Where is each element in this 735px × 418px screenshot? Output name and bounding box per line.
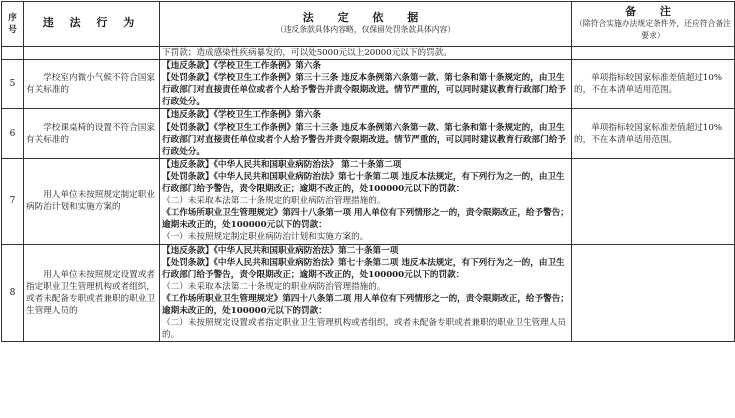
continuation-text: 下罚款；造成感染性疾病暴发的，可以处5000元以上20000元以下的罚款。 <box>160 47 572 60</box>
law-line: （二）未采取本法第二十条规定的职业病防治管理措施的。 <box>162 281 386 292</box>
header-remark-label: 备 注 <box>625 4 681 18</box>
violation-text: 用人单位未按照规定制定职业病防治计划和实施方案的 <box>24 158 160 244</box>
law-line: 【处罚条款】《中华人民共和国职业病防治法》第七十条第二项 违反本法规定，有下列行为之一的，由卫生行政部门给予警告，责令限期改正；逾期不改正的，处100000元以下的罚款： <box>162 171 565 195</box>
remark-text <box>572 244 735 342</box>
remark-text: 单项指标较国家标准差值超过10%的，不在本清单适用范围。 <box>572 60 735 109</box>
header-legal-basis-label: 法 定 依 据 <box>302 10 429 24</box>
law-line: （二）未采取本法第二十条规定的职业病防治管理措施的。 <box>162 196 386 207</box>
violation-text: 学校课桌椅的设置不符合国家有关标准的 <box>24 109 160 158</box>
law-line: 【处罚条款】《学校卫生工作条例》第三十三条 违反本条例第六条第一款、第七条和第十条规定的，由卫生行政部门对直接责任单位或者个人给予警告并责令限期改进。情节严重的，可以同时建议教育行政部门给予行政处分。 <box>162 122 566 157</box>
law-line: 【违反条款】《学校卫生工作条例》第六条 <box>162 110 321 121</box>
legal-basis-cell <box>160 244 572 342</box>
law-line: 【违反条款】《学校卫生工作条例》第六条 <box>162 61 321 72</box>
table-row <box>2 244 735 342</box>
header-remark <box>572 2 735 47</box>
row-number: 5 <box>2 60 24 109</box>
law-line: 《工作场所职业卫生管理规定》第四十八条第二项 用人单位有下列情形之一的，责令限期改正，给予警告；逾期未改正的，处100000元以下的罚款： <box>162 293 569 316</box>
law-line: （一）未按照规定制定职业病防治计划和实施方案的。 <box>162 232 369 243</box>
row-number: 7 <box>2 158 24 244</box>
legal-basis-cell <box>160 158 572 244</box>
law-line: 【违反条款】《中华人民共和国职业病防治法》 第二十条第二项 <box>162 159 402 170</box>
remark-text: 单项指标较国家标准差值超过10%的，不在本清单适用范围。 <box>572 109 735 158</box>
law-line: 【处罚条款】《学校卫生工作条例》第三十三条 违反本条例第六条第一款、第七条和第十条规定的，由卫生行政部门对直接责任单位或者个人给予警告并责令限期改进。情节严重的，可以同时建议教育行政部门给予行政处分。 <box>162 73 566 108</box>
violation-text: 学校室内微小气候不符合国家有关标准的 <box>24 60 160 109</box>
remark-text <box>572 158 735 244</box>
table-row <box>2 109 735 158</box>
header-legal-basis-note: （违反条款具体内容略，仅保留处罚条款具体内容） <box>275 25 456 34</box>
header-remark-note: （除符合实施办法规定条件外，还应符合备注要求） <box>575 18 731 41</box>
law-line: （二）未按照规定设置或者指定职业卫生管理机构或者组织，或者未配备专职或者兼职的职业卫生管理人员的。 <box>162 318 566 341</box>
violations-table <box>1 1 735 342</box>
header-legal-basis <box>160 2 572 47</box>
header-row <box>2 2 735 47</box>
table-row <box>2 60 735 109</box>
table-row <box>2 158 735 244</box>
row-number: 6 <box>2 109 24 158</box>
header-violation <box>24 2 160 47</box>
legal-basis-cell <box>160 109 572 158</box>
header-violation-label: 违 法 行 为 <box>42 16 141 30</box>
law-line: 【处罚条款】《中华人民共和国职业病防治法》第七十条第二项 违反本法规定，有下列行为之一的，由卫生行政部门给予警告，责令限期改正；逾期不改正的，处100000元以下的罚款： <box>162 257 565 280</box>
law-line: 《工作场所职业卫生管理规定》第四十八条第一项 用人单位有下列情形之一的，责令限期改正，给予警告；逾期未改正的，处100000元以下的罚款： <box>162 208 569 231</box>
violation-text: 用人单位未按照规定设置或者指定职业卫生管理机构或者组织，或者未配备专职或者兼职的职业卫生管理人员的 <box>24 244 160 342</box>
continuation-row <box>2 47 735 60</box>
row-number: 8 <box>2 244 24 342</box>
law-line: 【违反条款】《中华人民共和国职业病防治法》第二十条第一项 <box>162 245 399 256</box>
header-no: 序号 <box>2 2 24 47</box>
legal-basis-cell <box>160 60 572 109</box>
